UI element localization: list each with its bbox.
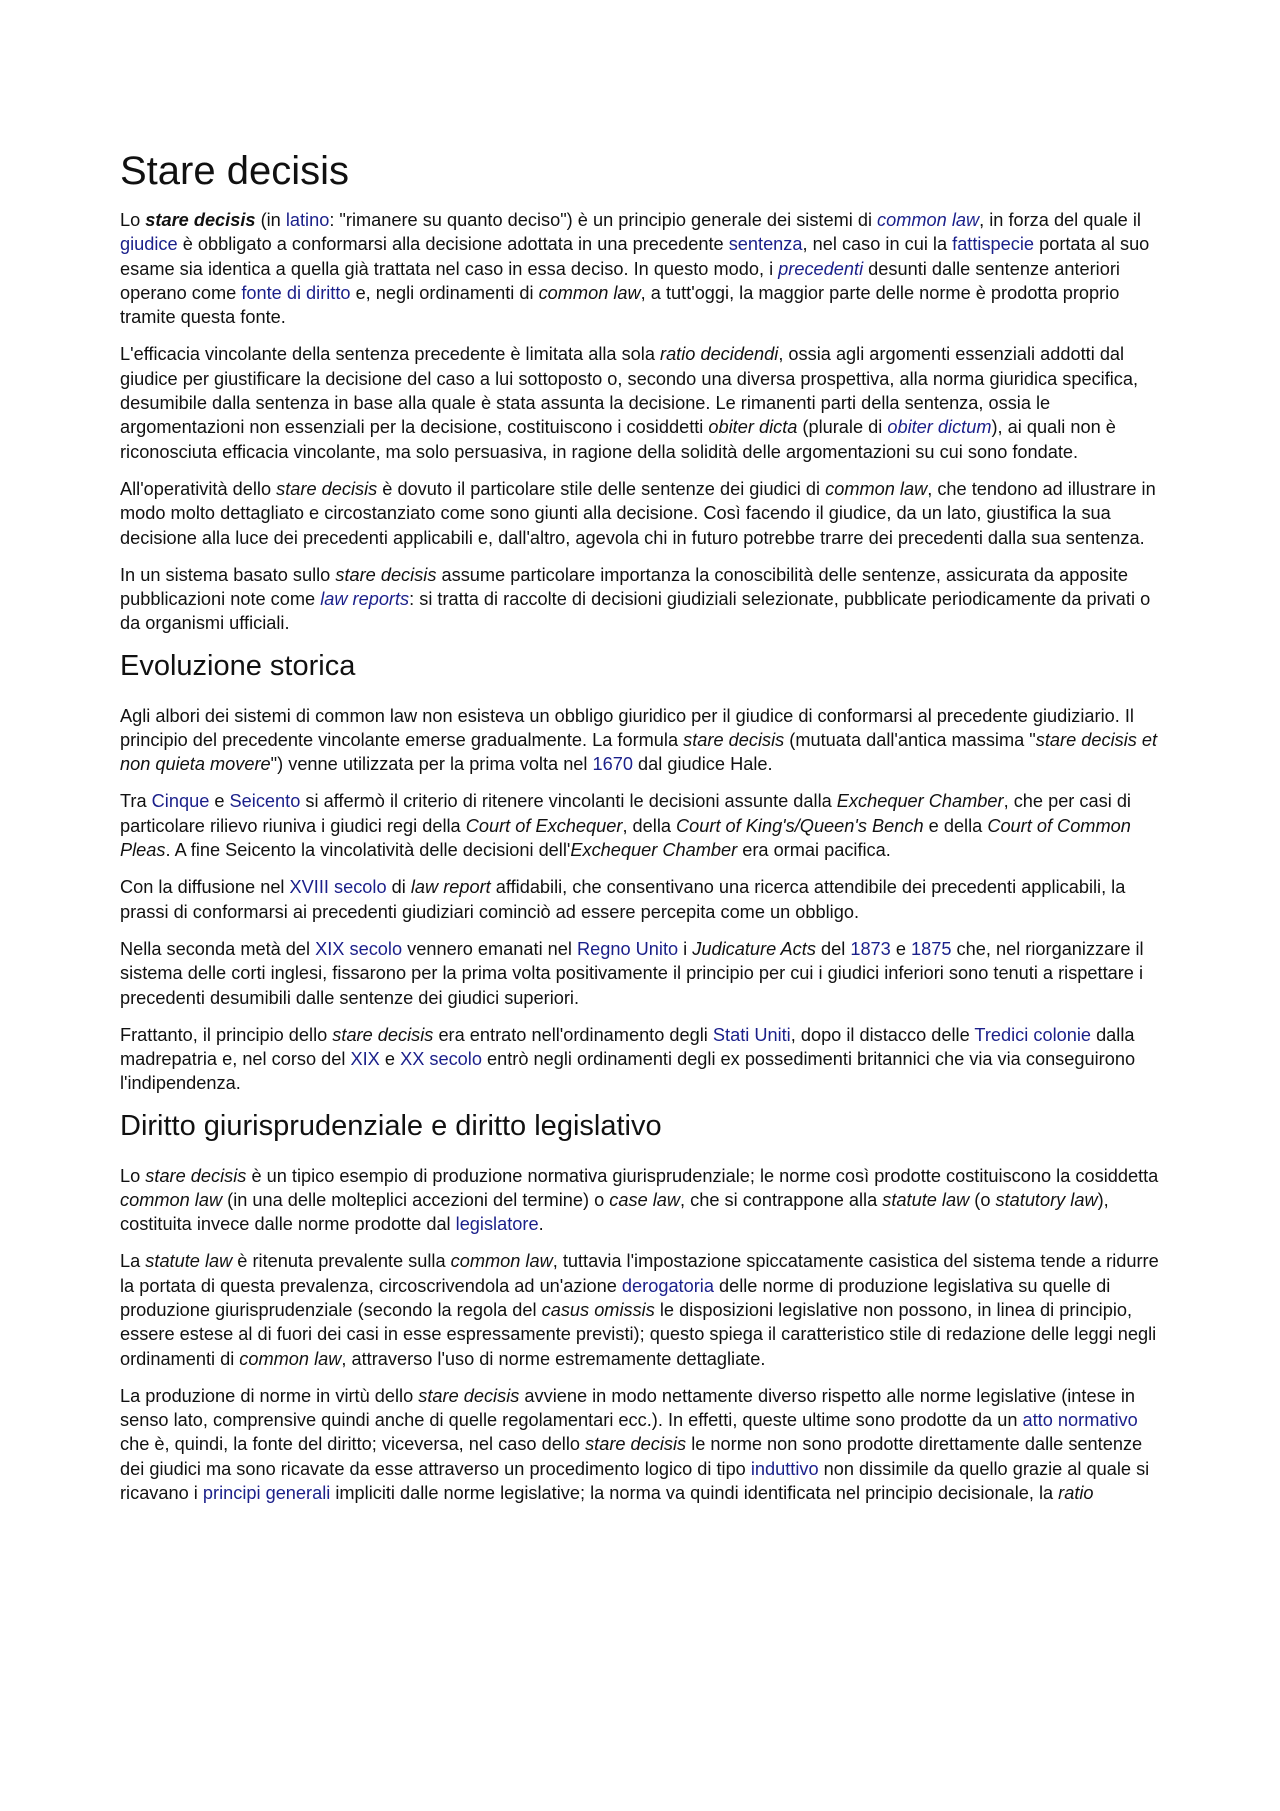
paragraph-text: vennero emanati nel [402, 938, 577, 959]
paragraph-text: , che si contrappone alla [680, 1189, 883, 1210]
paragraph-text: entrò negli ordinamenti degli ex possedimenti britannici che via via conseguirono l'indipendenza. [120, 1049, 1136, 1094]
emphasis-text: stare decisis [145, 1165, 247, 1186]
emphasis-text: common law [538, 282, 641, 303]
paragraph-text: dal giudice Hale. [633, 754, 773, 775]
wiki-link[interactable]: derogatoria [621, 1275, 714, 1296]
paragraph-text: e [379, 1049, 401, 1070]
emphasis-text: common law [450, 1251, 553, 1272]
paragraph-text: Frattanto, il principio dello [120, 1024, 333, 1045]
emphasis-text: stare decisis [145, 210, 256, 230]
paragraph [120, 704, 1160, 777]
emphasis-text: Exchequer Chamber [570, 840, 738, 861]
paragraph-text: avviene in modo nettamente diverso rispetto alle norme legislative (intese in senso lato, comprensive quindi anche di quelle regolamentari ecc.). In effetti, queste ultime sono prodotte da un [120, 1385, 1136, 1431]
emphasis-text: Court of Common Pleas [120, 815, 1131, 861]
page-title: Stare decisis [120, 149, 349, 193]
emphasis-text: law report [410, 877, 491, 898]
wiki-link[interactable]: sentenza [728, 234, 803, 255]
paragraph [120, 1384, 1160, 1505]
wiki-link[interactable]: precedenti [778, 258, 864, 279]
paragraph-text: le norme non sono prodotte direttamente dalle sentenze dei giudici ma sono ricavate da esse attraverso un procedimento logico di tipo [120, 1434, 1143, 1479]
wiki-link[interactable]: XIX secolo [315, 938, 403, 959]
emphasis-text: stare decisis [276, 478, 378, 499]
paragraph-text: le disposizioni legislative non possono, in linea di principio, essere estese al di fuori dei casi in esse espressamente previsti); questo spiega il caratteristico stile di redazione delle leggi negli ordinamenti di [120, 1299, 1157, 1369]
wiki-link[interactable]: 1875 [911, 938, 952, 959]
paragraph [120, 563, 1160, 636]
paragraph-text: ), ai quali non è riconosciuta efficacia vincolante, ma solo persuasiva, in ragione della solidità delle argomentazioni su cui sono fondate. [120, 417, 1116, 462]
emphasis-text: stare decisis [585, 1434, 687, 1455]
emphasis-text: Judicature Acts [692, 938, 816, 959]
emphasis-text: ratio [1058, 1483, 1094, 1504]
paragraph-text: è ritenuta prevalente sulla [232, 1251, 451, 1272]
paragraph-text: che è, quindi, la fonte del diritto; viceversa, nel caso dello [120, 1434, 586, 1455]
wiki-link[interactable]: fonte di diritto [241, 282, 351, 303]
paragraph-text: e, negli ordinamenti di [350, 282, 539, 303]
paragraph-text: All'operatività dello [120, 478, 277, 499]
paragraph-text: Nella seconda metà del [120, 938, 316, 959]
wiki-link[interactable]: Regno Unito [577, 938, 679, 959]
emphasis-text: casus omissis [541, 1299, 655, 1320]
wiki-link[interactable]: induttivo [750, 1458, 819, 1479]
paragraph-text: (in [255, 210, 286, 230]
wiki-link[interactable]: atto normativo [1022, 1410, 1138, 1431]
paragraph-text: : "rimanere su quanto deciso") è un principio generale dei sistemi di [329, 210, 878, 230]
paragraph-text: impliciti dalle norme legislative; la norma va quindi identificata nel principio decisionale, la [330, 1483, 1059, 1504]
paragraph-text: , che per casi di particolare rilievo riuniva i giudici regi della [120, 791, 1131, 836]
paragraph-text: , che tendono ad illustrare in modo molto dettagliato e circostanziato come sono giunti alla decisione. Così facendo il giudice, da un lato, giustifica la sua decisione alla luce dei precedenti applicabili e, dall'altro, agevola chi in futuro potrebbe trarre dei precedenti dalla sua sentenza. [120, 478, 1156, 548]
wiki-link[interactable]: obiter dictum [887, 417, 992, 438]
paragraph-text: e [209, 791, 230, 812]
paragraph-text: , tuttavia l'impostazione spiccatamente casistica del sistema tende a ridurre la portata di questa prevalenza, circoscrivendola ad un'azione [120, 1251, 1159, 1296]
wiki-link[interactable]: giudice [120, 234, 178, 255]
wiki-link[interactable]: XX secolo [400, 1049, 482, 1070]
paragraph-text: , attraverso l'uso di norme estremamente dettagliate. [341, 1348, 766, 1369]
emphasis-text: Exchequer Chamber [836, 791, 1004, 812]
emphasis-text: Court of Exchequer [465, 815, 623, 836]
paragraph [120, 1164, 1160, 1237]
wiki-link[interactable]: Stati Uniti [712, 1024, 791, 1045]
paragraph-text: In un sistema basato sullo [120, 564, 336, 585]
paragraph-text: ") venne utilizzata per la prima volta nel [270, 754, 593, 775]
wiki-link[interactable]: XVIII secolo [289, 877, 387, 898]
wiki-link[interactable]: law reports [320, 589, 410, 610]
emphasis-text: stare decisis [332, 1024, 434, 1045]
emphasis-text: case law [609, 1189, 681, 1210]
paragraph-text: . [538, 1214, 544, 1235]
paragraph-text: , a tutt'oggi, la maggior parte delle norme è prodotta proprio tramite questa fonte. [120, 282, 1120, 328]
paragraph-text: (plurale di [797, 417, 888, 438]
wiki-link[interactable]: Cinque [151, 791, 210, 812]
paragraph [120, 937, 1160, 1010]
paragraph-text: , nel caso in cui la [802, 234, 953, 255]
emphasis-text: stare decisis [683, 729, 785, 750]
emphasis-text: statutory law [995, 1189, 1098, 1210]
emphasis-text: ratio decidendi [660, 344, 779, 365]
paragraph-text: affidabili, che consentivano una ricerca attendibile dei precedenti applicabili, la prassi di conformarsi ai precedenti giudiziari cominciò ad essere percepita come un obbligo. [120, 877, 1126, 922]
paragraph-text: ), costituita invece dalle norme prodotte dal [120, 1189, 1109, 1235]
paragraph-text: che, nel riorganizzare il sistema delle corti inglesi, fissarono per la prima volta positivamente il principio per cui i giudici inferiori sono tenuti a rispettare i precedenti desumibili dalle sentenze dei giudici superiori. [120, 938, 1144, 1008]
paragraph-text: delle norme di produzione legislativa su quelle di produzione giurisprudenziale (secondo la regola del [120, 1275, 1111, 1320]
wiki-link[interactable]: 1873 [850, 938, 891, 959]
emphasis-text: stare decisis et non quieta movere [120, 729, 1158, 775]
paragraph-text: (o [969, 1189, 996, 1210]
wiki-link[interactable]: Seicento [229, 791, 301, 812]
paragraph-text: , della [622, 815, 677, 836]
paragraph-text: assume particolare importanza la conoscibilità delle sentenze, assicurata da apposite pubblicazioni note come [120, 564, 1128, 610]
paragraph-text: desunti dalle sentenze anteriori operano come [120, 258, 1120, 303]
paragraph [120, 1249, 1160, 1370]
wiki-link[interactable]: Tredici colonie [974, 1024, 1092, 1045]
paragraph-text: si affermò il criterio di ritenere vincolanti le decisioni assunte dalla [300, 791, 837, 812]
emphasis-text: statute law [882, 1189, 970, 1210]
paragraph-text: (in una delle molteplici accezioni del termine) o [222, 1189, 610, 1210]
emphasis-text: statute law [145, 1251, 233, 1272]
emphasis-text: stare decisis [335, 564, 437, 585]
paragraph-text: portata al suo esame sia identica a quella già trattata nel caso in essa deciso. In questo modo, i [120, 234, 1150, 279]
paragraph-text: : si tratta di raccolte di decisioni giudiziali selezionate, pubblicate periodicamente da privati o da organismi ufficiali. [120, 589, 1151, 634]
emphasis-text: common law [825, 478, 928, 499]
paragraph-text: , ossia agli argomenti essenziali addotti dal giudice per giustificare la decisione del caso a lui sottoposto o, secondo una diversa prospettiva, alla norma giuridica specifica, desumibile dalla sentenza in base alla quale è stata assunta la decisione. Le rimanenti parti della sentenza, ossia le argomentazioni non essenziali per la decisione, costituiscono i cosiddetti [120, 344, 1139, 438]
paragraph-text: è obbligato a conformarsi alla decisione adottata in una precedente [177, 234, 729, 255]
paragraph-text: Con la diffusione nel [120, 877, 290, 898]
paragraph-text: Tra [120, 791, 152, 812]
paragraph-text: e [890, 938, 912, 959]
emphasis-text: common law [239, 1348, 342, 1369]
wiki-link[interactable]: fattispecie [952, 234, 1035, 255]
paragraph-text: Lo [120, 210, 146, 230]
paragraph-text: non dissimile da quello grazie al quale si ricavano i [120, 1458, 1150, 1504]
paragraph [120, 477, 1160, 550]
emphasis-text: Court of King's/Queen's Bench [676, 815, 924, 836]
paragraph-text: del [815, 938, 851, 959]
paragraph-text: di [386, 877, 411, 898]
paragraph-text: L'efficacia vincolante della sentenza precedente è limitata alla sola [120, 344, 661, 365]
paragraph [120, 875, 1160, 924]
paragraph-text: i [678, 938, 693, 959]
paragraph-text: . A fine Seicento la vincolatività delle decisioni dell' [165, 840, 571, 861]
paragraph-text: , in forza del quale il [979, 210, 1141, 230]
paragraph [120, 342, 1160, 463]
paragraph-text: e della [923, 815, 988, 836]
paragraph-text: La [120, 1251, 146, 1272]
wiki-link[interactable]: common law [877, 210, 980, 230]
paragraph-text: è un tipico esempio di produzione normativa giurisprudenziale; le norme così prodotte costituiscono la cosiddetta [246, 1165, 1159, 1186]
paragraph [120, 208, 1160, 329]
emphasis-text: stare decisis [418, 1385, 520, 1406]
paragraph-text: Lo [120, 1165, 146, 1186]
wiki-link[interactable]: legislatore [455, 1214, 539, 1235]
wiki-link[interactable]: principi generali [202, 1483, 331, 1504]
paragraph-text: (mutuata dall'antica massima " [784, 729, 1036, 750]
paragraph-text: Agli albori dei sistemi di common law non esisteva un obbligo giuridico per il giudice di conformarsi al precedente giudiziario. Il principio del precedente vincolante emerse gradualmente. La formula [120, 705, 1134, 750]
article-body [120, 208, 1160, 1505]
section-heading: Diritto giurisprudenziale e diritto legislativo [120, 1109, 662, 1142]
paragraph [120, 1023, 1160, 1096]
wiki-link[interactable]: 1670 [592, 754, 633, 775]
wiki-link[interactable]: XIX [350, 1049, 380, 1070]
paragraph-text: è dovuto il particolare stile delle sentenze dei giudici di [377, 478, 826, 499]
emphasis-text: obiter dicta [708, 417, 798, 438]
paragraph-text: , dopo il distacco delle [790, 1024, 975, 1045]
paragraph-text: era entrato nell'ordinamento degli [433, 1024, 713, 1045]
paragraph [120, 789, 1160, 862]
paragraph-text: La produzione di norme in virtù dello [120, 1385, 419, 1406]
emphasis-text: common law [120, 1189, 223, 1210]
paragraph-text: dalla madrepatria e, nel corso del [120, 1024, 1135, 1070]
paragraph-text: era ormai pacifica. [737, 840, 891, 861]
section-heading: Evoluzione storica [120, 649, 356, 682]
wiki-link[interactable]: latino [285, 210, 330, 230]
